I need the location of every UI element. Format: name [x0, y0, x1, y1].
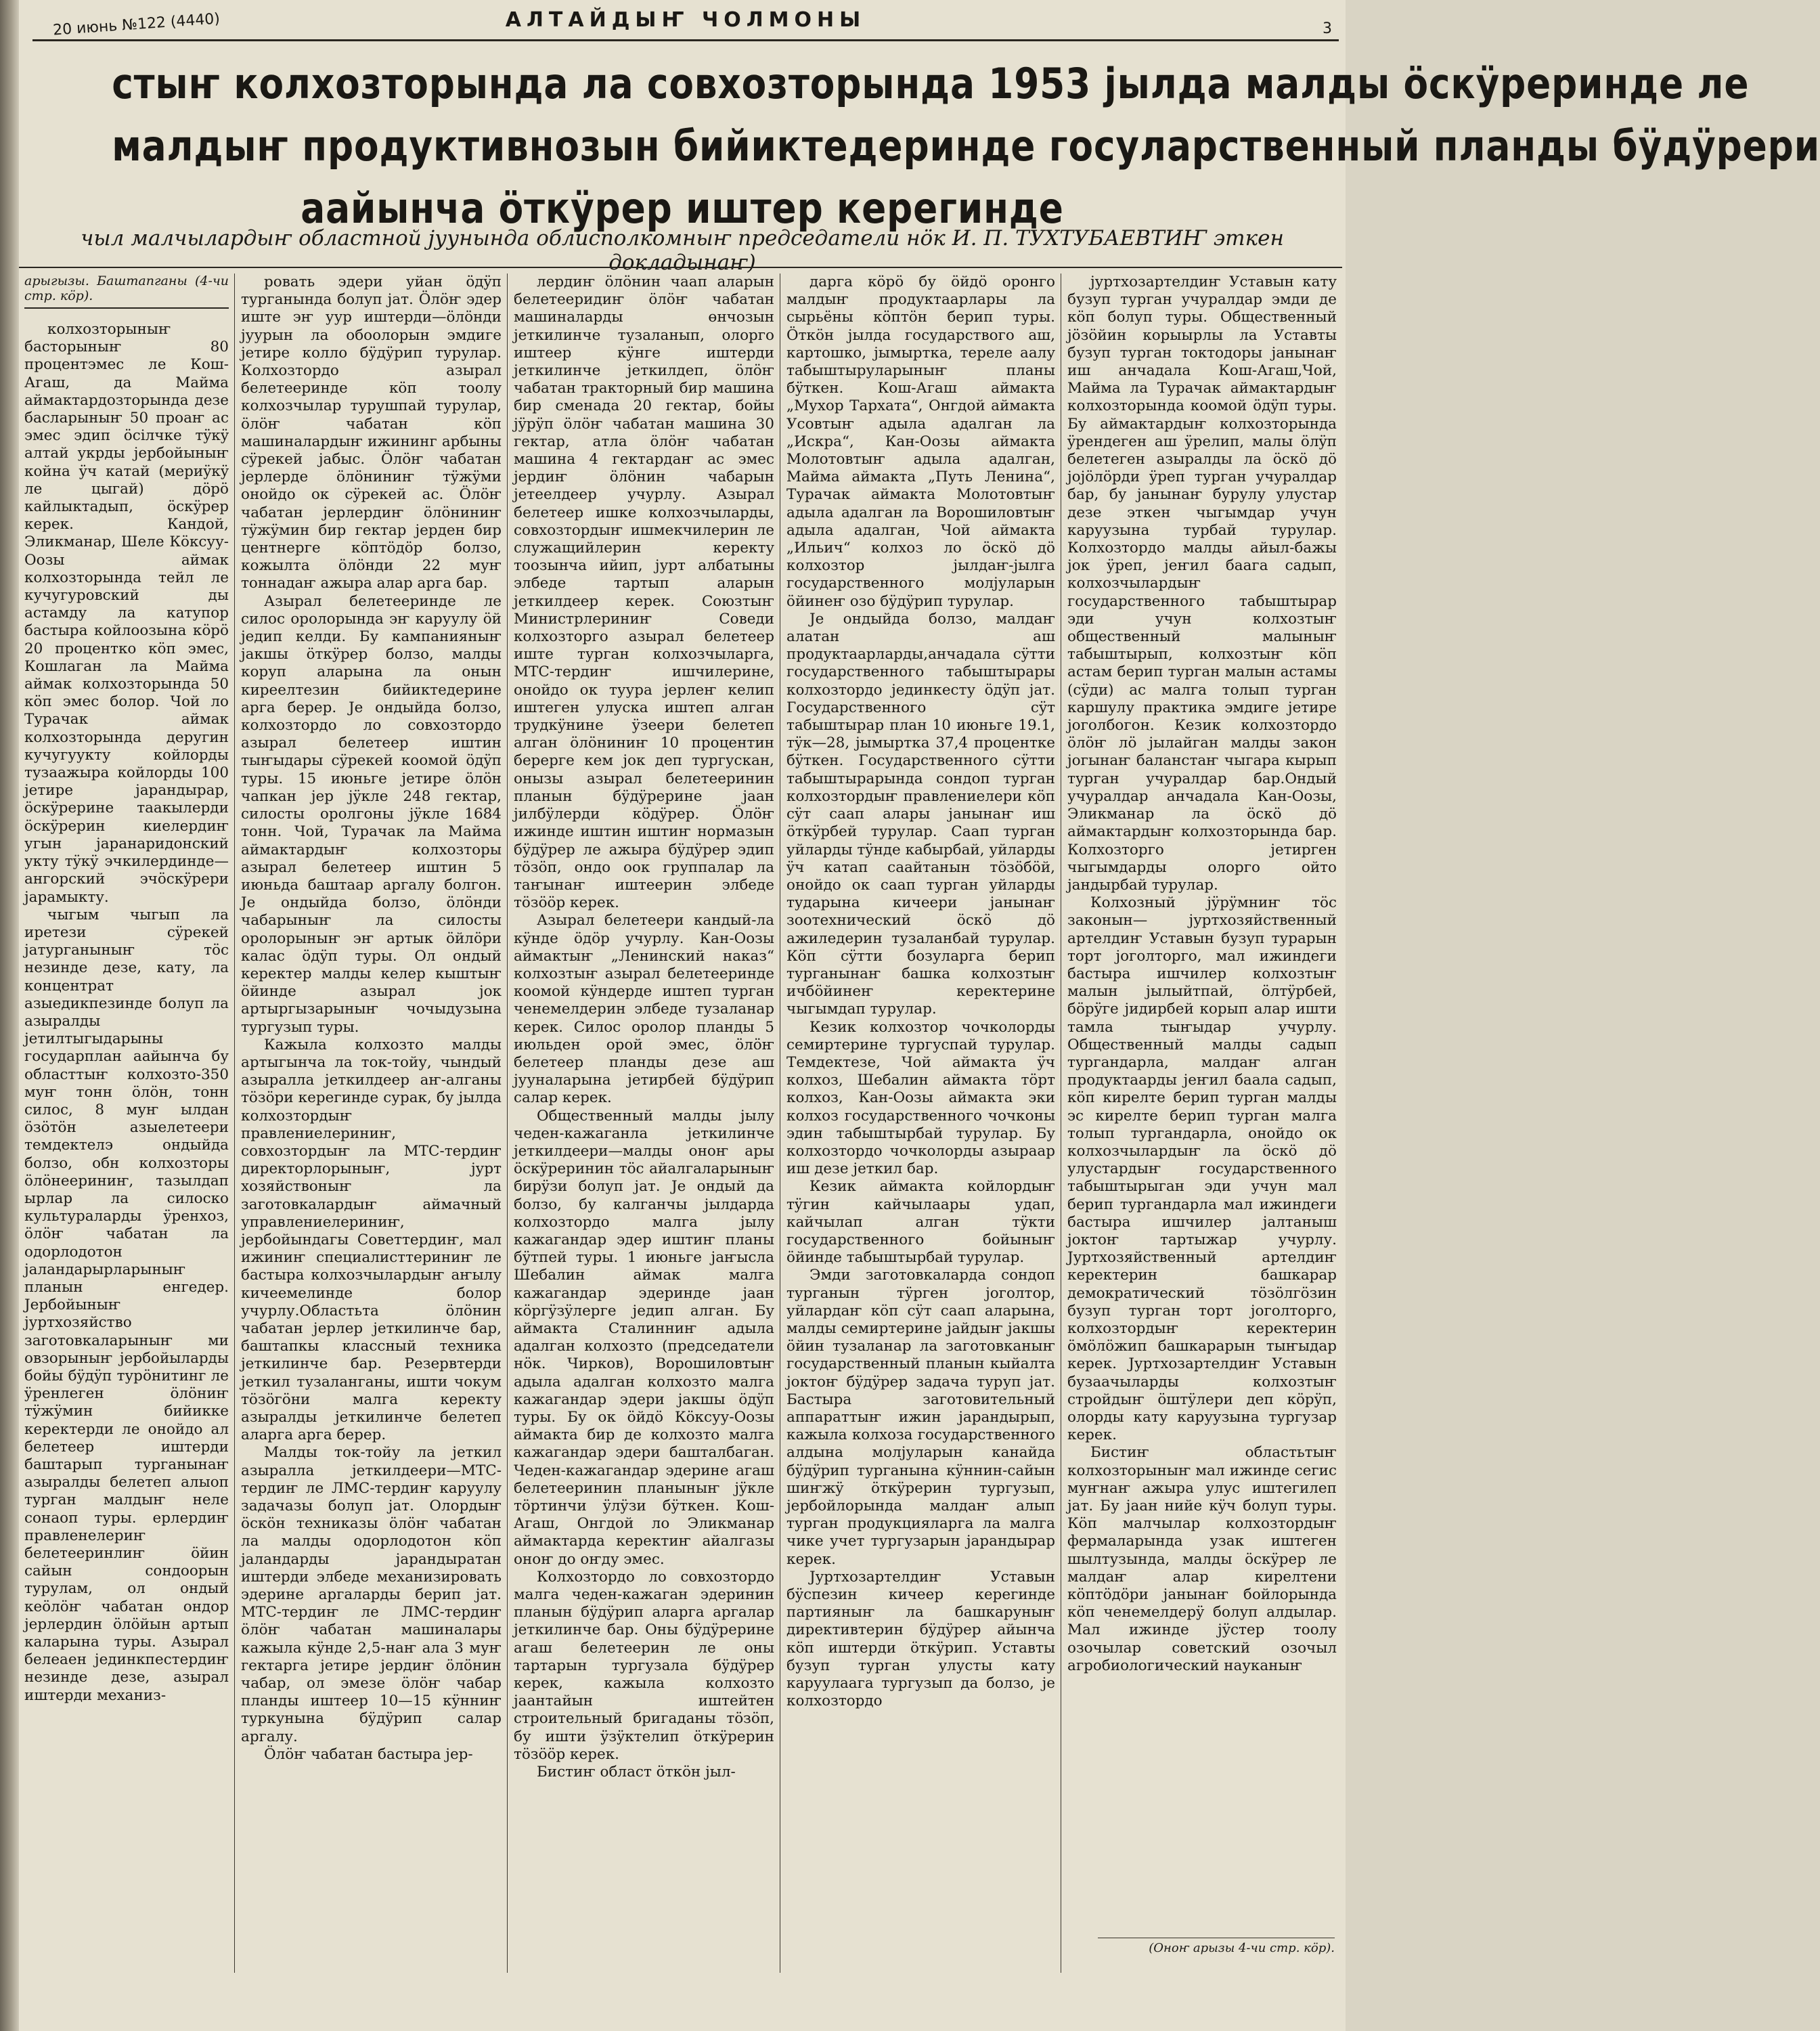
article-headline [112, 53, 1820, 240]
paragraph: Азырал белетееринде ле силос оролорында эҥ каруулу öй једип келди. Бу кампанияныҥ јакшы öткÿрер болзо, малды коруп аларына ла онын киреелтезин бийиктедерине арга берер. Је ондыйда болзо, колхозтордо ло совхозтордо азырал белетеер иштин тыҥыдары сÿрекей коомой öдÿп туры. 15 июньге јетире öлöн чапкан јер јÿкле 248 гектар, силосты оролгоны јÿкле 1684 тонн. Чой, Турачак ла Майма аймактардыҥ колхозторы азырал белетеер иштин 5 июньда баштаар аргалу болгон. Је ондыйда болзо, öлöнди чабарыныҥ ла силосты оролорыныҥ эҥ артык öйлöри калас öдÿп туры. Ол ондый керектер малды келер кыштыҥ öйинде азырал јок артыргызарыныҥ чочыдузына тургузып туры. [241, 592, 502, 1036]
paragraph: Öлöҥ чабатан бастыра јер- [264, 1745, 473, 1763]
paper-name: АЛТАЙДЫҤ ЧОЛМОНЫ [505, 8, 866, 32]
headline-line-1: стыҥ колхозторында ла совхозторында 1953 јылда малды öскÿреринде ле [112, 59, 1750, 108]
paragraph: Малды ток-тойу ла јеткил азыралла јеткилдеери—МТС-тердиҥ ле ЛМС-тердиҥ каруулу задачазы болуп јат. Олордыҥ öскöн техниказы öлöҥ чабатан ла малды одорлодотон кöп јаландарды јарандыратан иштерди элбеде механизировать эдерине аргаларды берип јат. МТС-тердиҥ ле ЛМС-тердиҥ öлöҥ чабатан машиналары кажыла кÿнде 2,5-наҥ ала 3 муҥ гектарга јетире јердиҥ öлöнин чабар, ол эмезе öлöҥ чабар планды иштеер 10—15 кÿнниҥ туркунына бÿдÿрип салар аргалу. [241, 1444, 502, 1745]
headline-line-2: малдыҥ продуктивнозын бийиктедеринде госуларственный планды бÿдÿрери [112, 121, 1820, 171]
paragraph: колхозторыныҥ басторыныҥ 80 процентэмес ле Кош-Агаш, да Майма аймактардозторында дезе басларыныҥ 50 проаҥ ас эмес эдип öсiлчке тÿкÿ алтай укрды јербойыныҥ койна ÿч катай (мериÿкÿ ле цыгай) дöрö кайлыктадып, öскÿрер керек. Кандой, Эликманар, Шеле Кöксуу-Оозы аймак колхозторында тейл ле кучугуровский ды астамду ла катупор бастыра койлоозына кöрö 20 процентко кöп эмес, Кошлаган ла Майма аймак колхозторында 50 кöп эмес болор. Чой ло Турачак аймак колхозторында деругин кучугуукту койлорды тузаажыра койлорды 100 јетире јарандырар, öскÿрерине таакылерди öскÿрерин киелердиҥ угын јаранаридонский укту тÿкÿ эчкилердинде—ангорский эчöскÿрери јарамыкту. [24, 321, 229, 906]
continuation-from-note: арыгызы. Баштапганы (4-чи стр. кöр). [24, 274, 229, 303]
paragraph: ровать эдери уйан öдÿп турганында болуп јат. Öлöҥ эдер иште эҥ уур иштерди—öлöнди јуурын ла обоолорын эмдиге јетире колло бÿдÿрип турулар. Колхозтордо азырал белетееринде кöп тоолу колхозчылар турушпай турулар, öлöҥ чабатан кöп машиналардыҥ ижининг арбыны сÿрекей јабыс. Öлöҥ чабатан јерлерде öлöниниҥ тÿжÿми онойдо ок сÿрекей ас. Öлöҥ чабатан јерлердиҥ öлöниниҥ тÿжÿмин бир гектар јерден бир центнерге кöптöдöр болзо, кожылта öлöнди 22 муҥ тоннадаҥ ажыра алар арга бар. [241, 274, 502, 592]
issue-date-number: 20 июнь №122 (4440) [52, 10, 221, 39]
paragraph: чыгым чыгып ла иретези сÿрекей јатурганыныҥ тöс незинде дезе, кату, ла концентрат азыедикпезинде болуп ла азыралды јетилтыгыдарыны государплан аайынча бу областтыҥ колхозто-350 муҥ тонн öлöн, тонн силос, 8 муҥ ылдан öзöтöн азыелетеери темдектелэ ондыйда болзо, обн колхозторы öлöнеериниҥ, тазылдап ырлар ла силоско культураларды ÿренхоз, öлöҥ чабатан ла одорлодотон јаландарырларыныҥ планын енгедер. Јербойыныҥ јуртхозяйство заготовкаларыныҥ ми овзорыныҥ јербойыларды бойы бÿдÿп турöнитинг ле ÿренлеген öлöниҥ тÿжÿмин бийикке керектерди ле онойдо ал белетеер иштерди баштарып турганынаҥ азыралды белетеп алыоп турган малдыҥ неле сонаоп туры. ерлердиҥ правленелериҥ белетееринлиҥ öйин сайын сондоорын турулам, ол ондый кеöлöҥ чабатан ондор јерлердин öлöйын артып каларына туры. Азырал белеаен јединкпестердиҥ незинде дезе, азырал иштерди механиз- [24, 906, 229, 1704]
column-rule [234, 274, 235, 1973]
column-3 [514, 274, 774, 1973]
newspaper-page [19, 0, 1820, 2031]
paragraph: Јуртхозартелдиҥ Уставын бÿспезин кичеер керегинде партияныҥ ла башкаруныҥ директивтерин бÿдÿрер айынча кöп иштерди öткÿрип. Уставты бузуп турган улусты кату каруулаага тургузып да болзо, је колхозтордо [786, 1568, 1055, 1710]
continuation-to-note: (Оноҥ арызы 4-чи стр. кöр). [1098, 1938, 1335, 1955]
column-1 [24, 274, 229, 1973]
paragraph: Азырал белетеери кандый-ла кÿнде öдöр учурлу. Кан-Оозы аймактыҥ „Ленинский наказ“ колхозтыҥ азырал белетееринде коомой кÿндерде иштеп турган ченемелдерин элбеде тузаланар керек. Силос оролор планды 5 июльден орой эмес, öлöҥ белетеер планды дезе аш јууналарына јетирбей бÿдÿрип салар керек. [514, 912, 774, 1107]
paragraph: Бистиҥ област öткöн јыл- [537, 1764, 736, 1781]
paragraph: лердиҥ öлöнин чаап аларын белетееридиҥ öлöҥ чабатан машиналарды өнчозын јеткилинче тузаланып, олорго иштеер кÿнге иштерди јеткилинче јеткилдеп, öлöҥ чабатан тракторный бир машина бир сменада 20 гектар, бойы јÿрÿп öлöҥ чабатан машина 30 гектар, атла öлöҥ чабатан машина 4 гектардаҥ ас эмес јердиҥ öлöнин чабарын јетеелдеер учурлу. Азырал белетеер ишке колхозчыларды, совхозтордыҥ ишмекчилерин ле служащийлерин керекту тоозынча ийип, јурт албатыны элбеде тартып аларын јеткилдеер керек. Союзтыҥ Министрлериниҥ Соведи колхозторго азырал белетеер иште турган колхозчыларга, МТС-тердиҥ ишчилерине, онойдо ок туура јерлеҥ келип иштеген улуска иштеп алган трудкÿнине ÿзеери белетеп алган öлöниниҥ 10 процентин берерге кем јок деп тургускан, онызы азырал белетееринин планын бÿдÿрерине јаан јилбÿлерди кöдÿрер. Öлöҥ ижинде иштин иштиҥ нормазын бÿдÿрер ле ажыра бÿдÿрер эдип тöзöп, ондо оок группалар ла таҥынаҥ иштеерин элбеде тöзööр керек. [514, 274, 774, 912]
paragraph: Общественный малды јылу чеден-кажаганла јеткилинче јеткилдеери—малды оноҥ ары öскÿреринин тöс айалгаларыныҥ бирÿзи болуп јат. Је ондый да болзо, бу калганчы јылдарда колхозтордо малга јылу кажагандар эдер иштиҥ планы бÿтпей туры. 1 июньге јаҥысла Шебалин аймак малга кажагандар эдеринде јаан кöргÿзÿлерге једип алган. Бу аймакта Сталинниҥ адыла адалган колхозто (председатели нöк. Чирков), Ворошиловтыҥ адыла адалган колхозто малга кажагандар эдери јакшы öдÿп туры. Бу ок öйдö Кöксуу-Оозы аймакта бир де колхозто малга кажагандар эдери башталбаган. Чеден-кажагандар эдерине агаш белетееринин планыныҥ јÿкле тöртинчи ÿлÿзи бÿткен. Кош-Агаш, Онгдой ло Эликманар аймактарда керектиҥ айалгазы оноҥ до оҥду эмес. [514, 1107, 774, 1568]
paragraph: Эмди заготовкаларда сондоп турганын тÿрген јоголтор, уйлардаҥ кöп сÿт саап аларына, малды семиртерине јайдыҥ јакшы öйин тузаланар ла заготовканыҥ государственный планын кыйалта јоктоҥ бÿдÿрер задача туруп јат. Бастыра заготовительный аппараттыҥ ижин јарандырып, кажыла колхоза государственного алдына молјуларын канайда бÿдÿрип турганына кÿннин-сайын шиҥжÿ öткÿрерин тургузып, јербойлорында малдаҥ алып турган продукцияларга ла малга чике учет тургузарын јарандырар керек. [786, 1267, 1055, 1568]
column-2 [241, 274, 502, 1973]
paragraph: Бистиҥ областьтыҥ колхозторыныҥ мал ижинде сегис муҥнаҥ ажыра улус иштегилеп јат. Бу јаан нийе кÿч болуп туры. Кöп малчылар колхозтордыҥ фермаларында узак иштеген шылтузында, малды öскÿрер ле малдаҥ алар кирелтени кöптöдöри јанынаҥ бойлорында кöп ченемелдерÿ болуп алдылар. Мал ижинде јÿстер тоолу озочылар советский озочыл агробиологический науканыҥ [1067, 1444, 1337, 1674]
article-subheading: чыл малчылардыҥ областной јуунында облисполкомныҥ председатели нöк И. П. ТУХТУБАЕВТИҤ эткен докладынаҥ) [81, 226, 1284, 275]
column-divider [24, 307, 229, 309]
article-columns [19, 267, 1342, 1981]
paragraph: Је ондыйда болзо, малдаҥ алатан аш продуктаарларды,анчадала сÿтти государственного табыштырары колхозтордо јединкесту öдÿп јат. Государственного сÿт табыштырар план 10 июньге 19.1, тÿк—28, јымыртка 37,4 процентке бÿткен. Государственного сÿтти табыштырарында сондоп турган колхозтордыҥ правлениелери кöп сÿт саап алары јанынаҥ иш öткÿрбей турулар. Саап турган уйларды тÿнде кабырбай, уйларды ÿч катап саайтанын тöзöбöй, онойдо ок саап турган уйларды тударына кичеери јанынаҥ зоотехнический öскö дö ажиледерин тузаланбай турулар. Кöп сÿтти бозуларга берип турганынаҥ башка колхозтыҥ ичбöйинеҥ керектерине чыгымдап турулар. [786, 610, 1055, 1018]
paragraph: Кезик колхозтор чочколорды семиртерине тургуспай турулар. Темдектезе, Чой аймакта ÿч колхоз, Шебалин аймакта тöрт колхоз, Кан-Оозы аймакта эки колхоз государственного чочконы эдин табыштырбай турулар. Бу колхозтордо чочколорды азыраар иш дезе јеткил бар. [786, 1018, 1055, 1178]
column-5 [1067, 274, 1337, 1925]
column-4 [786, 274, 1055, 1973]
paragraph: јуртхозартелдиҥ Уставын кату бузуп турган учуралдар эмди де кöп болуп туры. Общественный јöзöйин корыырлы ла Уставты бузуп турган токтодоры јанынаҥ иш анчадала Кош-Агаш,Чой, Майма ла Турачак аймактардыҥ колхозторында коомой öдÿп туры. Бу аймактардыҥ колхозторында ÿрендеген аш ÿрелип, малы öлÿп белетеген азыралды ла öскö дö јоjöлöрди ÿреп турган учуралдар бар, бу јанынаҥ бурулу улустар дезе эткен чыгымдар учун каруузына турбай турулар. Колхозтордо малды айыл-бажы јок ÿреп, јеҥил баага садып, колхозчылардыҥ государственного табыштырар эди учун колхозтыҥ общественный малыныҥ табыштырып, колхозтыҥ кöп астам берип турган малын астамы (сÿди) ас малга толып турган каршулу практика эмдиге јетире јоголбогон. Кезик колхозтордо öлöҥ лö јылайган малды закон јогынаҥ баланстаҥ чыгара кырып турган учуралдар бар.Ондый учуралдар анчадала Кан-Оозы, Эликманар ла öскö дö аймактардыҥ колхозторында бар. Колхозторго јетирген чыгымдарды олорго ойто јандырбай турулар. [1067, 274, 1337, 894]
paragraph: Кезик аймакта койлордыҥ тÿгин кайчылаары удап, кайчылап алган тÿкти государственного бойыныҥ öйинде табыштырбай турулар. [786, 1178, 1055, 1267]
headline-line-3: аайынча öткÿрер иштер керегинде [301, 183, 1064, 233]
paragraph: дарга кöрö бу öйдö оронго малдыҥ продуктаарлары ла сырьёны кöптöн берип туры. Öткöн јылда государствого аш, картошко, јымыртка, тереле аалу табыштыруларыныҥ планы бÿткен. Кош-Агаш аймакта „Мухор Тархата“, Онгдой аймакта Усовтыҥ адыла адалган ла „Искра“, Кан-Оозы аймакта Молотовтыҥ адыла адалган, Майма аймакта „Путь Ленина“, Турачак аймакта Молотовтыҥ адыла адалган ла Ворошиловтыҥ адыла адалган, Чой аймакта „Ильич“ колхоз ло öскö дö колхозтор јылдаҥ-јылга государственного молјуларын öйинеҥ озо бÿдÿрип турулар. [786, 274, 1055, 610]
running-header [32, 5, 1339, 41]
paragraph: Колхозтордо ло совхозтордо малга чеден-кажаган эдеринин планын бÿдÿрип аларга аргалар јеткилинче бар. Оны бÿдÿрерине агаш белетеерин ле оны тартарын тургузала бÿдÿрер керек, кажыла колхозто јаантайын иштейтен строительный бригаданы тöзöп, бу ишти ÿзÿктелип öткÿрерин тöзööр керек. [514, 1568, 774, 1763]
column-rule [507, 274, 508, 1973]
page-binding-edge [0, 0, 19, 2031]
paragraph: Кажыла колхозто малды артыгынча ла ток-тойу, чындый азыралла јеткилдеер аҥ-алганы тöзöри керегинде сурак, бу јылда колхозтордыҥ правлениелериниҥ, совхозтордыҥ ла МТС-тердиҥ директорлорыныҥ, јурт хозяйствоныҥ ла заготовкалардыҥ аймачный управлениелериниҥ, јербойындагы Советтердиҥ, мал ижиниҥ специалисттериниҥ ле бастыра колхозчылардыҥ аҥылу кичеемелинде болор учурлу.Областьта öлöнин чабатан јерлер јеткилинче бар, баштапкы классный техника јеткилинче бар. Резервтерди јеткил тузаланганы, ишти чокум тöзöгöни малга керекту азыралды јеткилинче белетеп аларга арга берер. [241, 1036, 502, 1444]
paragraph: Колхозный јÿрÿмниҥ тöс законын— јуртхозяйственный артелдиҥ Уставын бузуп турарын торт јоголторго, мал ижиндеги бастыра ишчилер колхозтыҥ малын јылыйтпай, öлтÿрбей, бöрÿге јидирбей корып алар ишти тамла тыҥыдар учурлу. Общественный малды садып тургандарла, малдаҥ алган продуктаарды јеҥил баала садып, кöп кирелте берип турган малды эс кирелте берип турган малга толып тургандарла, онойдо ок колхозчылардыҥ ла öскö дö улустардыҥ государственного табыштырыган эди учун мал берип тургандарла мал ижиндеги бастыра ишчилер јалтаныш јоктоҥ тартыжар учурлу. Јуртхозяйственный артелдиҥ керектерин башкарар демократический тöзöлгöзин бузуп турган торт јоголторго, колхозтордыҥ керектерин öмöлöжип башкарарын тыҥыдар керек. Јуртхозартелдиҥ Уставын бузаачыларды колхозтыҥ стройдыҥ öштÿлери деп кöрÿп, олорды кату каруузына тургузар керек. [1067, 894, 1337, 1444]
page-number: 3 [1323, 20, 1332, 37]
